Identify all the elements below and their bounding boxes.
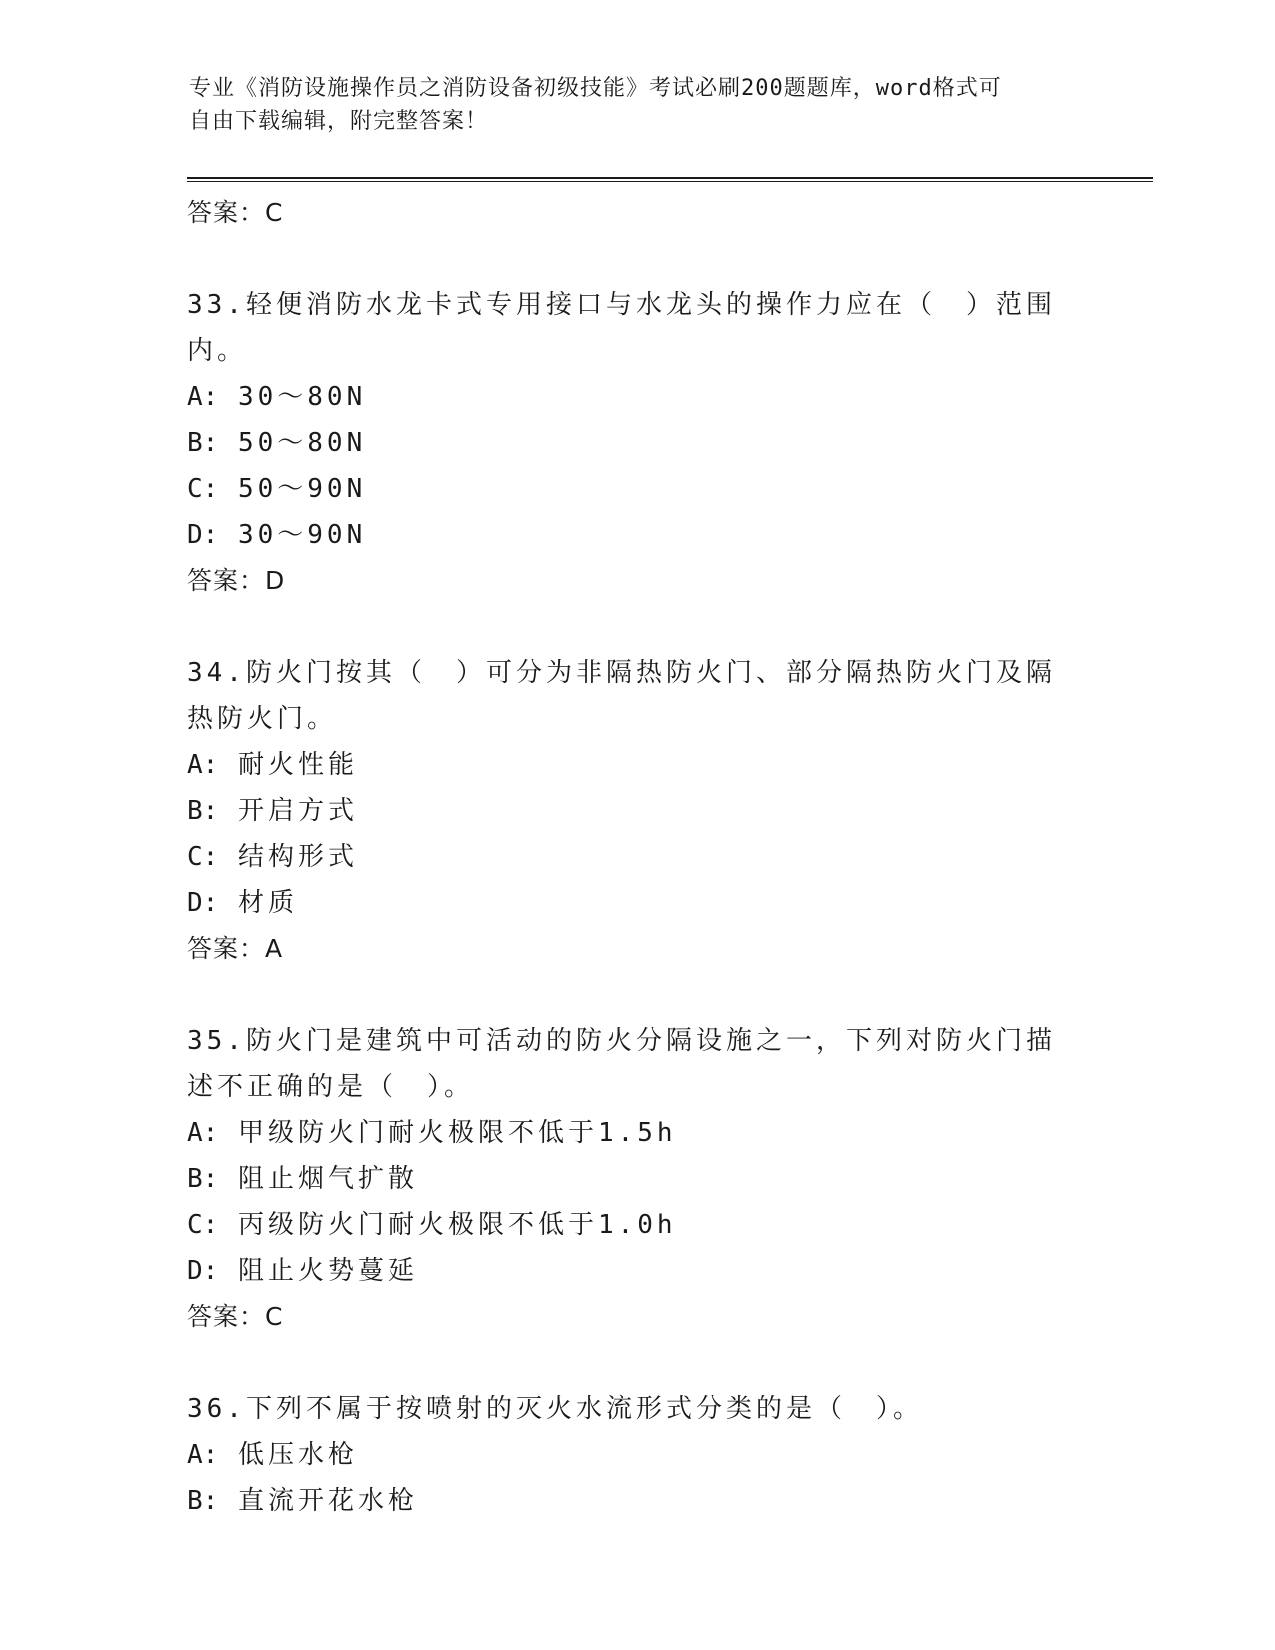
question-36-option-a [187,1432,1087,1478]
option-text: 阻止火势蔓延 [237,1256,418,1286]
answer-prefix: 答案： [187,934,266,963]
option-label: D: [187,1256,219,1286]
answer-prefix: 答案： [187,198,266,227]
question-35-option-b [187,1156,1087,1202]
answer-value: C [265,1302,284,1331]
question-35-option-c [187,1202,1087,1248]
option-label: C: [187,1210,219,1240]
question-33-option-a [187,374,1087,420]
option-label: B: [187,1164,219,1194]
option-label: A: [187,1118,219,1148]
question-34-option-d [187,880,1087,926]
question-36-option-b [187,1478,1087,1524]
question-34-text: 34.防火门按其（ ）可分为非隔热防火门、部分隔热防火门及隔热防火门。 [187,658,1056,734]
option-label: D: [187,520,219,550]
option-label: C: [187,474,219,504]
option-label: B: [187,428,219,458]
question-35-text: 35.防火门是建筑中可活动的防火分隔设施之一，下列对防火门描述不正确的是（ ）。 [187,1026,1056,1102]
header-divider-thin [187,181,1153,182]
answer-line-35 [187,1294,1087,1340]
question-33-option-c [187,466,1087,512]
option-label: B: [187,1486,219,1516]
question-34-option-b [187,788,1087,834]
question-33-option-d [187,512,1087,558]
answer-value: D [265,566,286,595]
option-text: 结构形式 [237,842,358,872]
option-text: 30～90N [237,520,367,550]
option-label: A: [187,1440,219,1470]
option-text: 低压水枪 [237,1440,358,1470]
option-text: 直流开花水枪 [237,1486,418,1516]
document-header [189,72,1069,138]
option-text: 50～90N [237,474,367,504]
option-text: 耐火性能 [237,750,358,780]
answer-line-33 [187,558,1087,604]
question-33-option-b [187,420,1087,466]
question-33-text: 33.轻便消防水龙卡式专用接口与水龙头的操作力应在（ ）范围内。 [187,290,1056,366]
option-text: 丙级防火门耐火极限不低于1.0h [237,1210,677,1240]
answer-value: A [265,934,284,963]
question-34-option-a [187,742,1087,788]
question-35-option-d [187,1248,1087,1294]
question-34-option-c [187,834,1087,880]
answer-value: C [265,198,284,227]
option-text: 材质 [237,888,298,918]
option-label: A: [187,382,219,412]
answer-prefix: 答案： [187,566,266,595]
option-text: 50～80N [237,428,367,458]
option-text: 阻止烟气扩散 [237,1164,418,1194]
option-label: C: [187,842,219,872]
option-text: 30～80N [237,382,367,412]
question-list [187,190,1087,1524]
option-label: A: [187,750,219,780]
answer-prefix: 答案： [187,1302,266,1331]
header-line-1: 专业《消防设施操作员之消防设备初级技能》考试必刷200题题库，word格式可 [189,76,1002,101]
option-text: 开启方式 [237,796,358,826]
answer-line-34 [187,926,1087,972]
question-35-option-a [187,1110,1087,1156]
option-text: 甲级防火门耐火极限不低于1.5h [237,1118,677,1148]
question-36-text: 36.下列不属于按喷射的灭火水流形式分类的是（ ）。 [187,1394,923,1424]
header-line-2: 自由下载编辑，附完整答案！ [189,109,489,134]
option-label: B: [187,796,219,826]
header-divider-thick [187,177,1153,179]
answer-line-32 [187,190,1087,236]
option-label: D: [187,888,219,918]
